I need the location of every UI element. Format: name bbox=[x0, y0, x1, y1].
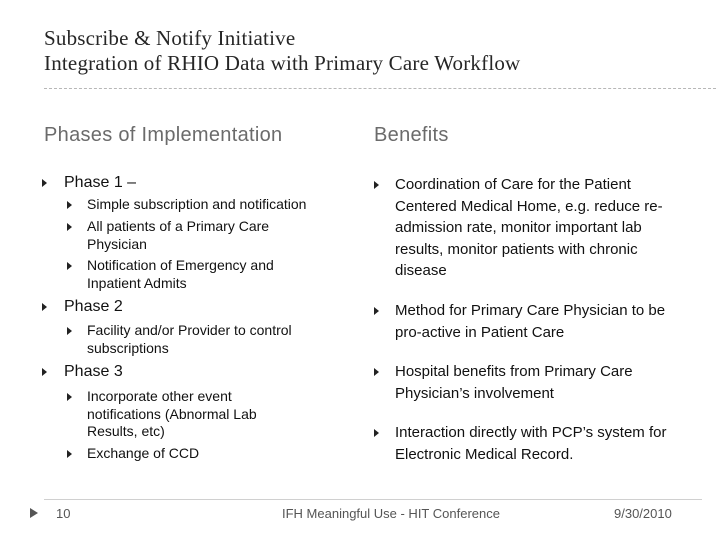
title-divider bbox=[44, 88, 716, 89]
benefit-item-3: Hospital benefits from Primary Care Physician’s involvement bbox=[395, 363, 633, 402]
footer-date: 9/30/2010 bbox=[614, 506, 672, 521]
sub-bullet-icon bbox=[67, 201, 72, 209]
slide-title-line-2: Integration of RHIO Data with Primary Care Workflow bbox=[44, 51, 521, 75]
phase-3-item-1: Incorporate other event notifications (Abnormal Lab Results, etc) bbox=[87, 388, 257, 439]
sub-bullet-icon bbox=[67, 223, 72, 231]
phase-1-item-3: Notification of Emergency and Inpatient Admits bbox=[87, 257, 274, 291]
slide-title-line-1: Subscribe & Notify Initiative bbox=[44, 26, 296, 50]
phase-2-bullet-icon bbox=[42, 303, 47, 311]
phase-1-label: Phase 1 – bbox=[64, 174, 137, 191]
sub-bullet-icon bbox=[67, 327, 72, 335]
phase-1-item-2: All patients of a Primary Care Physician bbox=[87, 218, 270, 252]
page-number: 10 bbox=[56, 506, 71, 521]
benefit-bullet-icon bbox=[374, 368, 379, 376]
benefit-bullet-icon bbox=[374, 307, 379, 315]
phase-3-item-2: Exchange of CCD bbox=[87, 445, 200, 461]
benefit-item-2: Method for Primary Care Physician to be pro-active in Patient Care bbox=[395, 302, 666, 341]
benefits-heading: Benefits bbox=[374, 124, 449, 146]
footer-divider bbox=[44, 499, 702, 500]
sub-bullet-icon bbox=[67, 393, 72, 401]
phase-2-item-1: Facility and/or Provider to control subscriptions bbox=[87, 322, 292, 356]
phase-1-item-1: Simple subscription and notification bbox=[87, 196, 307, 212]
phase-3-label: Phase 3 bbox=[64, 363, 123, 380]
phase-2-label: Phase 2 bbox=[64, 298, 123, 315]
phases-heading: Phases of Implementation bbox=[44, 124, 283, 146]
footer-title: IFH Meaningful Use - HIT Conference bbox=[282, 506, 500, 521]
sub-bullet-icon bbox=[67, 450, 72, 458]
benefit-item-1: Coordination of Care for the Patient Centered Medical Home, e.g. reduce re-admission rate, monitor important lab results, monitor patients with chronic disease bbox=[395, 176, 663, 279]
phase-3-bullet-icon bbox=[42, 368, 47, 376]
phase-1-bullet-icon bbox=[42, 179, 47, 187]
sub-bullet-icon bbox=[67, 262, 72, 270]
slide-title bbox=[44, 26, 704, 76]
benefit-bullet-icon bbox=[374, 181, 379, 189]
benefit-bullet-icon bbox=[374, 429, 379, 437]
footer-marker-icon bbox=[30, 508, 38, 518]
benefit-item-4: Interaction directly with PCP’s system for Electronic Medical Record. bbox=[395, 424, 667, 463]
